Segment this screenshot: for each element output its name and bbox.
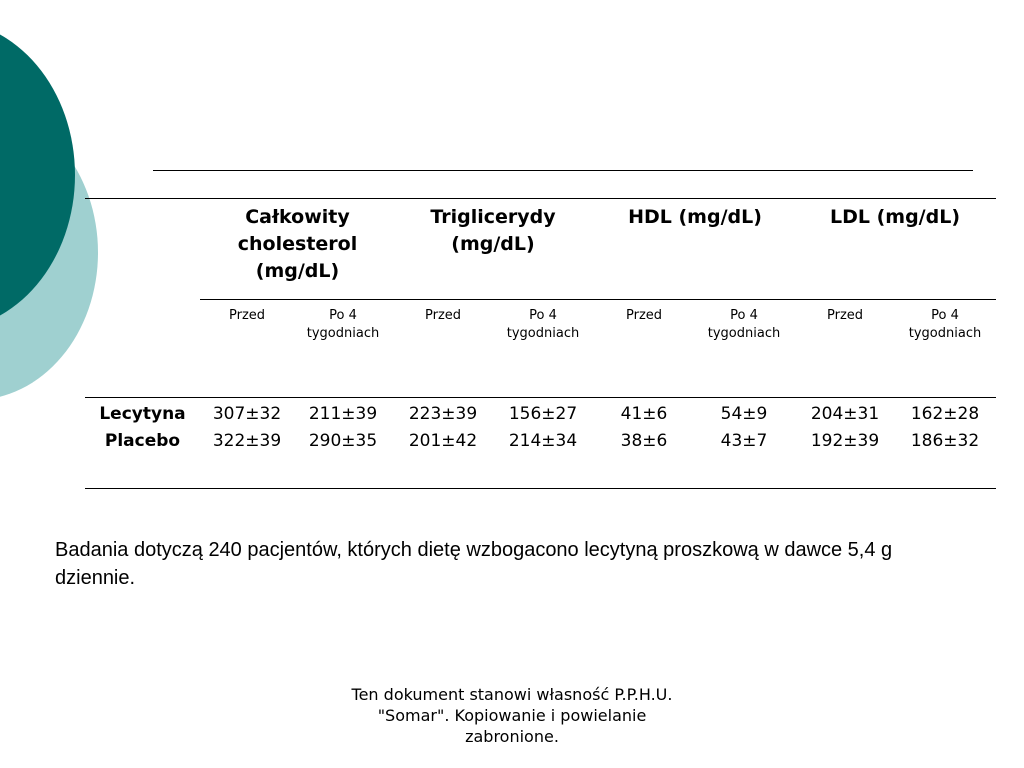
table-cell: 156±27 (508, 404, 578, 424)
subheader-cell: Przed (826, 308, 864, 323)
body-divider (85, 397, 996, 398)
subheader-cell: Po 4 tygodniach (506, 308, 580, 341)
table-cell: 186±32 (910, 431, 980, 451)
header-ldl: LDL (mg/dL) (829, 206, 960, 228)
study-note: Badania dotyczą 240 pacjentów, których dietę wzbogacono lecytyną proszkową w dawce 5,4 g dziennie. (55, 539, 893, 589)
table-top-rule (85, 198, 996, 199)
subheader-cell: Po 4 tygodniach (707, 308, 781, 341)
table-cell: 211±39 (308, 404, 378, 424)
table-bottom-rule (85, 488, 996, 489)
table-cell: 43±7 (720, 431, 768, 451)
header-triglycerides: Triglicerydy (mg/dL) (430, 206, 556, 255)
table-cell: 41±6 (620, 404, 668, 424)
table-cell: 162±28 (910, 404, 980, 424)
table-cell: 201±42 (408, 431, 478, 451)
table-cell: 307±32 (212, 404, 282, 424)
row-label: Lecytyna (99, 404, 186, 424)
table-cell: 204±31 (810, 404, 880, 424)
row-label: Placebo (104, 431, 181, 451)
table-cell: 214±34 (508, 431, 578, 451)
copyright-footer: Ten dokument stanowi własność P.P.H.U. "Somar". Kopiowanie i powielanie zabronione. (351, 685, 673, 746)
header-total-cholesterol: Całkowity cholesterol (mg/dL) (237, 206, 358, 282)
table-cell: 38±6 (620, 431, 668, 451)
header-divider (200, 299, 996, 300)
top-divider (153, 170, 973, 171)
subheader-cell: Po 4 tygodniach (908, 308, 982, 341)
header-hdl: HDL (mg/dL) (628, 206, 762, 228)
table-cell: 54±9 (720, 404, 768, 424)
table-cell: 322±39 (212, 431, 282, 451)
table-cell: 290±35 (308, 431, 378, 451)
table-cell: 192±39 (810, 431, 880, 451)
subheader-cell: Przed (625, 308, 663, 323)
table-cell: 223±39 (408, 404, 478, 424)
subheader-cell: Po 4 tygodniach (306, 308, 380, 341)
subheader-cell: Przed (424, 308, 462, 323)
subheader-cell: Przed (228, 308, 266, 323)
